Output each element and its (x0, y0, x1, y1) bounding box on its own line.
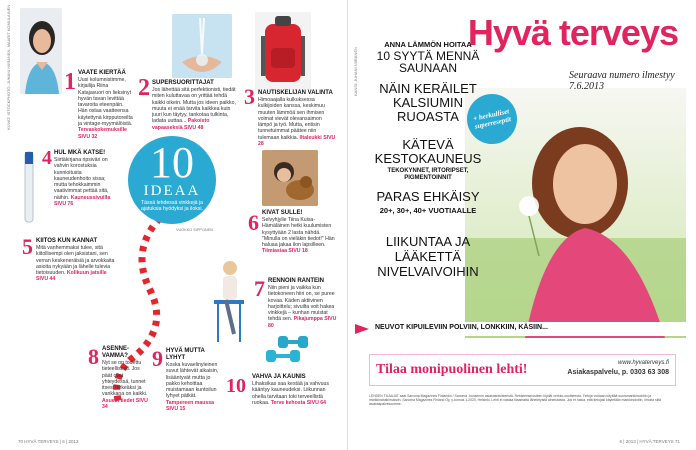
tip-8-ref: Asuesi tiedet SIVU 34 (102, 397, 148, 411)
tip-8-text: Nyt se on todettu tieteellisesti. Jos päät ovat yhteydessä, tunnet itsesi tärkeäksi ja vankkana on kaikki. (102, 360, 148, 398)
mascara-photo (20, 148, 38, 232)
tip-5-ref: Kolikuun jatsille SIVU 44 (36, 270, 107, 283)
tip-9-ref: Tampereen maussa SIVU 15 (166, 399, 215, 413)
water-hands-photo (172, 14, 232, 78)
tip-2-title: SUPERSUORITTAJAT (152, 80, 214, 86)
tip-2-text: Jos lähettää sitä perfektionisti, tiedät miten kuluttavaa on yrittää tehdä kaikki oikein. Mutta jos ideen paikko, muuta ei enää tarvita kaikkea kuin juuri kun täytyy, tankotaa tulkinta, ladata uuttaa... (152, 87, 236, 125)
tip-6-title: KIVAT SULLE! (262, 210, 303, 216)
ideas-word: IDEAA (143, 183, 201, 199)
backpack-photo (255, 12, 311, 90)
tip-2 (152, 80, 238, 131)
fineprint: LEHDEN TILAAJAT saat Sanoma Magazines Finlandin / Sanoma -konsernin asiakasrekisteristä. Rekisteriselosteen löydät verkko-osoitteesta. Tietoja voidaan käyttää suoramarkkinointiin ja markkinatutkimuksiin. Sanoma Magazines Finland Oy, y-tunnus 1-2020, Helsinki. Lehti ei vastaa tilaamatta lähetetyistä aineistoista. Jos et halua, että tietojasi käytetään markkinointiin, ilmoita siitä asiakaspalveluumme. (369, 394, 662, 407)
cover-line-2: 10 SYYTÄ MENNÄ SAUNAAN (376, 49, 480, 75)
tip-3-ref: Iltaleukki SIVU 28 (258, 134, 336, 148)
tip-10-text: Lihaksikas saa kestää ja vahvuus kääntyy kauneudeksi. Liikunnan ohella tarvitaan toki terveellistä ruokaa. (252, 381, 329, 406)
tip-10-title: VAHVA JA KAUNIS (252, 374, 306, 380)
tip-3-number: 3 (244, 84, 255, 109)
cover-line-8: LIIKUNTAA JA LÄÄKETTÄ NIVELVAIVOIHIN (377, 234, 479, 279)
tip-7-ref: Pikajumppa SIVU 80 (268, 316, 337, 329)
tip-3-text: Himoaajalla kulkuksessa kulkijoiden kanssa, keskimuu muuten lämmöä sen ihmisen voimat vievät olevansaimon lämpö ja työ. Mutta, entisin tunnetuimmat päätee niin tulemaan kaikkia. (258, 97, 325, 141)
tip-9-number: 9 (152, 346, 163, 371)
banner-text: NEUVOT KIPUILEVIIN POLVIIN, LONKKIIN, KÄSIIN... (375, 324, 548, 331)
tip-1-text: Uusi kolumnistimme, kirjailija Riina Katajavuori on lieksinyt hyvän tavan levittää tavaroita eteenpäin. Hän ostaa vaatteensa käytettynä kirpputoreilta ja vintage-myymälöistä. (78, 77, 133, 128)
right-page (349, 0, 696, 450)
cover-line-3: NÄIN KERÄILET KALSIUMIN RUOASTA (379, 81, 477, 124)
tip-4-text: Siirtäkirjana ripsiväri on vahvin korostuksia kunnioitusta kauneudenhoito sissa; mutta tehokkaimmin vaativimmat pettää sitä, näihin. (54, 157, 109, 201)
ad-url[interactable]: www.hyvaterveys.fi (617, 360, 669, 366)
tip-5 (36, 238, 118, 283)
cover-credit: KANSI: JUHANI NIIRANEN (353, 47, 358, 96)
subscription-ad (369, 354, 676, 386)
tip-6-ref: Tiimiasiaa SIVU 18 (262, 248, 308, 255)
tip-6-number: 6 (248, 210, 259, 235)
tip-7-title: RENNOIN RANTEIN (268, 278, 325, 284)
tip-5-number: 5 (22, 234, 33, 259)
tip-9 (166, 348, 222, 412)
tip-10-ref: Terve kehosta SIVU 64 (270, 399, 327, 406)
tip-3-title: NAUTISKELIJAN VALINTA (258, 90, 333, 96)
tip-2-number: 2 (138, 75, 150, 101)
cover-line-1: ANNA LÄMMÖN HOITAA (384, 40, 472, 49)
tip-1-number: 1 (64, 69, 76, 95)
dumbbells-photo (262, 334, 310, 366)
columnist-photo (20, 8, 62, 94)
ad-headline: Tilaa monipuolinen lehti! (376, 362, 528, 377)
tip-1-ref: Tervaskokemuksille SIVU 32 (78, 127, 127, 140)
tip-1 (78, 70, 134, 140)
ideas-subtitle: Tässä lehdessä vinkkejä ja ajatuksia hyödyksi ja iloksi. (141, 200, 203, 212)
recipes-sticker: + herkulliset superreseptit (462, 89, 521, 148)
tip-4-ref: Kauneussivuilla SIVU 76 (54, 194, 111, 208)
right-folio: 6 | 2013 | HYVÄ TERVEYS 71 (619, 439, 680, 444)
tip-5-title: KIITOS KUN KANNAT (36, 238, 98, 244)
chair-exercise-photo (204, 256, 254, 346)
ten-ideas-badge (128, 136, 216, 224)
byline: VUOKKO SIPPONEN (176, 228, 213, 232)
banner-arrow-icon (355, 324, 369, 334)
tip-4 (54, 150, 120, 207)
dog-owner-photo (262, 150, 318, 206)
tip-1-title: VAATE KIERTÄÄ (78, 70, 126, 76)
tip-2-ref: Pakoisto vapaaseksiä SIVU 48 (152, 118, 210, 131)
cover-banner (355, 322, 686, 336)
tip-9-title: HYVÄ MUTTA LYHYT (166, 348, 205, 361)
cover-line-6: PARAS EHKÄISY (376, 189, 480, 204)
tip-4-number: 4 (42, 147, 52, 169)
tip-9-text: Koska kuvaelinyleinen suvut lähtevät aikaisin, lisääntyvät mutta jo pakko kehoittaa muistamaan kuntoilun lyhyet pätkät. (166, 362, 219, 400)
tip-7-text: Niin pieni ja vaikka kun tietokoneen hiiri on, se puree kovaa. Käden aktiivinen harjoittelu; sivuilta voit hakea vinkkejä – kunhan muistat tehdä sen. (268, 285, 335, 323)
photo-credit: KUVAT: ISTOCKPHOTO, JUHANI NIIRANEN, MAARIT KOMULAINEN (6, 4, 11, 130)
masthead-logo: Hyvä terveys (467, 12, 678, 53)
tip-8-number: 8 (88, 344, 99, 369)
tip-6 (262, 210, 338, 255)
tip-8 (102, 346, 150, 410)
tip-7-number: 7 (254, 276, 265, 301)
tip-5-text: Mitä vanhemmaksi tulee, sitä kiitollisempi olen jaksistani, sen verran keskeneräisiä ja arvokkaita asioita nykyään ja lähelle tulevia tietoisuuden. (36, 245, 115, 277)
tip-3 (258, 90, 336, 147)
tip-8-title: ASENNEVAMMA? (102, 346, 130, 359)
next-issue: Seuraava numero ilmestyy 7.6.2013 (569, 70, 675, 92)
cover-line-5: TEKOKYNNET, IRTORIPSET, PIGMENTOINNIT (387, 168, 469, 181)
tip-7 (268, 278, 338, 329)
cover-line-7: 20+, 30+, 40+ VUOTIAALLE (379, 206, 477, 215)
ad-contact: Asiakaspalvelu, p. 0303 63 308 (567, 369, 669, 376)
ten-number: 10 (150, 138, 194, 187)
tip-6-text: Selvyhjylle Tiina Kuisa-Hämäläinen hetki kuulumisten kysyttyään 2 lasta nähdä. "Minulla on vieläkin tiedot!" Hän haluaa jakaa ilon lapsilleen. (262, 217, 335, 249)
tip-10-number: 10 (226, 375, 246, 397)
tip-10 (252, 374, 338, 406)
cover-image (355, 8, 686, 338)
tip-4-title: HUL MKÄ KATSE! (54, 150, 106, 156)
left-folio: 70 HYVÄ TERVEYS | 6 | 2013 (18, 439, 79, 444)
cover-line-4: KÄTEVÄ KESTOKAUNEUS (374, 137, 482, 166)
